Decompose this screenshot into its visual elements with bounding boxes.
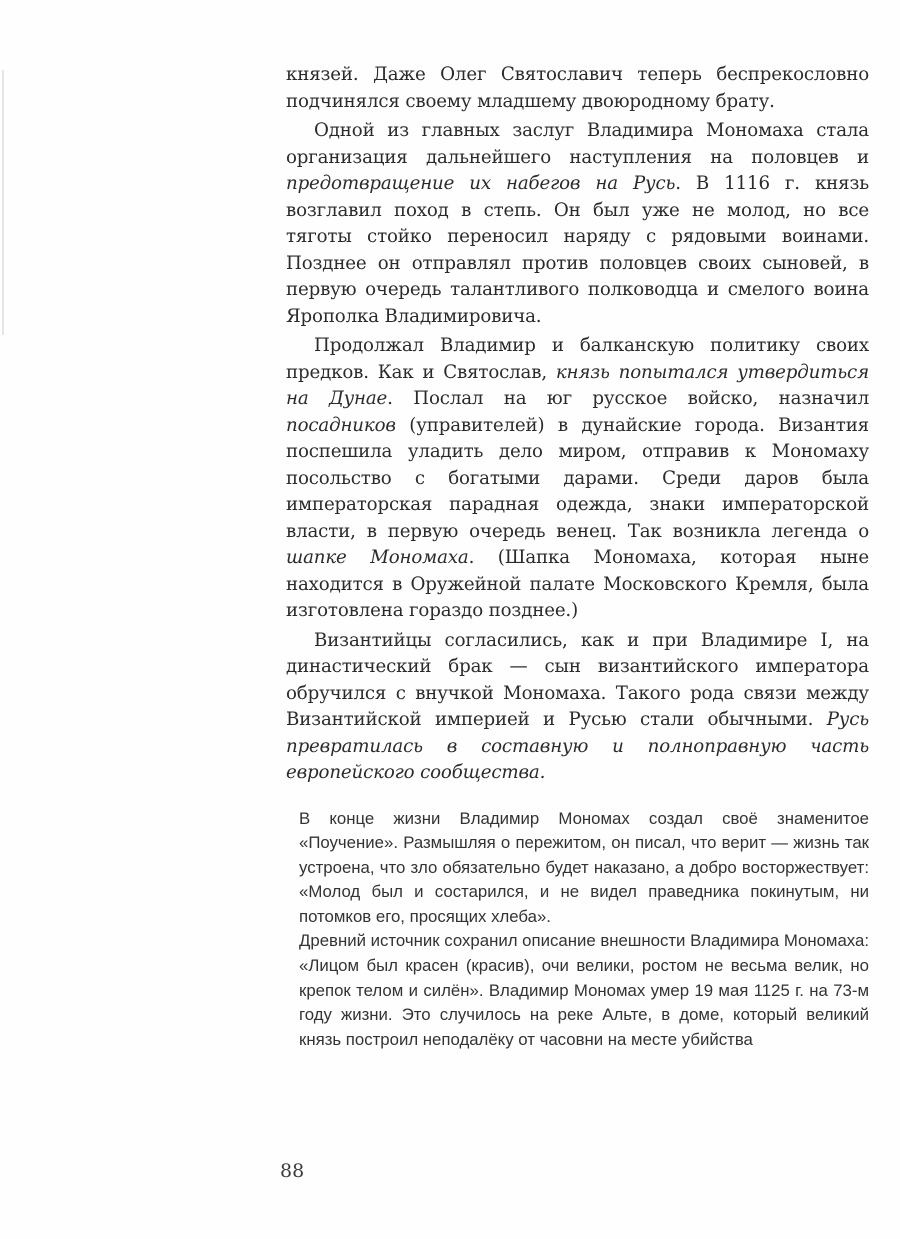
page-edge-line xyxy=(2,70,4,335)
emphasis: шапке Мономаха xyxy=(286,547,469,568)
emphasis: князь попытался утвердиться на Дунае xyxy=(286,361,869,409)
emphasis: посадников xyxy=(286,414,396,436)
paragraph-1: князей. Даже Олег Святославич теперь беспрекословно подчинялся своему младшему двоюродному брату. xyxy=(286,64,869,112)
emphasis: предотвращение их набегов на Русь xyxy=(286,173,676,194)
emphasis: Русь превратилась в составную и полноправную часть европейского сообщества. xyxy=(286,709,869,783)
paragraph-2: Одной из главных заслуг Владимира Мономаха стала организация дальнейшего наступления на половцев и предотвращение их набегов на Русь. В 1116 г. князь возглавил поход в степь. Он был уже не молод, но все тяготы стойко переносил наряду с рядовыми воинами. Позднее он отправлял против половцев своих сыновей, в первую очередь талантливого полководца и смелого воина Ярополка Владимировича. xyxy=(286,120,869,327)
note-paragraph-1: В конце жизни Владимир Мономах создал своё знаменитое «Поучение». Размышляя о пережитом, он писал, что верит — жизнь так устроена, что зло обязательно будет наказано, а добро восторжествует: «Молод был и состарился, и не видел праведника покинутым, ни потомков его, просящих хлеба». xyxy=(299,808,869,926)
main-text xyxy=(286,62,869,787)
page-number: 88 xyxy=(280,1160,305,1182)
sidebar-note xyxy=(286,807,869,1053)
book-page xyxy=(286,62,869,1052)
paragraph-3: Продолжал Владимир и балканскую политику своих предков. Как и Святослав, князь попытался утвердиться на Дунае. Послал на юг русское войско, назначил посадников (управителей) в дунайские города. Византия поспешила уладить дело миром, отправив к Мономаху посольство с богатыми дарами. Среди даров была императорская парадная одежда, знаки императорской власти, в первую очередь венец. Так возникла легенда о шапке Мономаха. (Шапка Мономаха, которая ныне находится в Оружейной палате Московского Кремля, была изготовлена гораздо позднее.) xyxy=(286,335,870,621)
paragraph-4: Византийцы согласились, как и при Владимире I, на династический брак — сын византийского императора обручился с внучкой Мономаха. Такого рода связи между Византийской империей и Русью стали обычными. Русь превратилась в составную и полноправную часть европейского сообщества. xyxy=(286,629,869,783)
note-paragraph-2: Древний источник сохранил описание внешности Владимира Мономаха: «Лицом был красен (красив), очи велики, ростом не весьма велик, но крепок телом и силён». Владимир Мономах умер 19 мая 1125 г. на 73-м году жизни. Это случилось на реке Альте, в доме, который великий князь построил неподалёку от часовни на месте убийства xyxy=(299,931,869,1049)
